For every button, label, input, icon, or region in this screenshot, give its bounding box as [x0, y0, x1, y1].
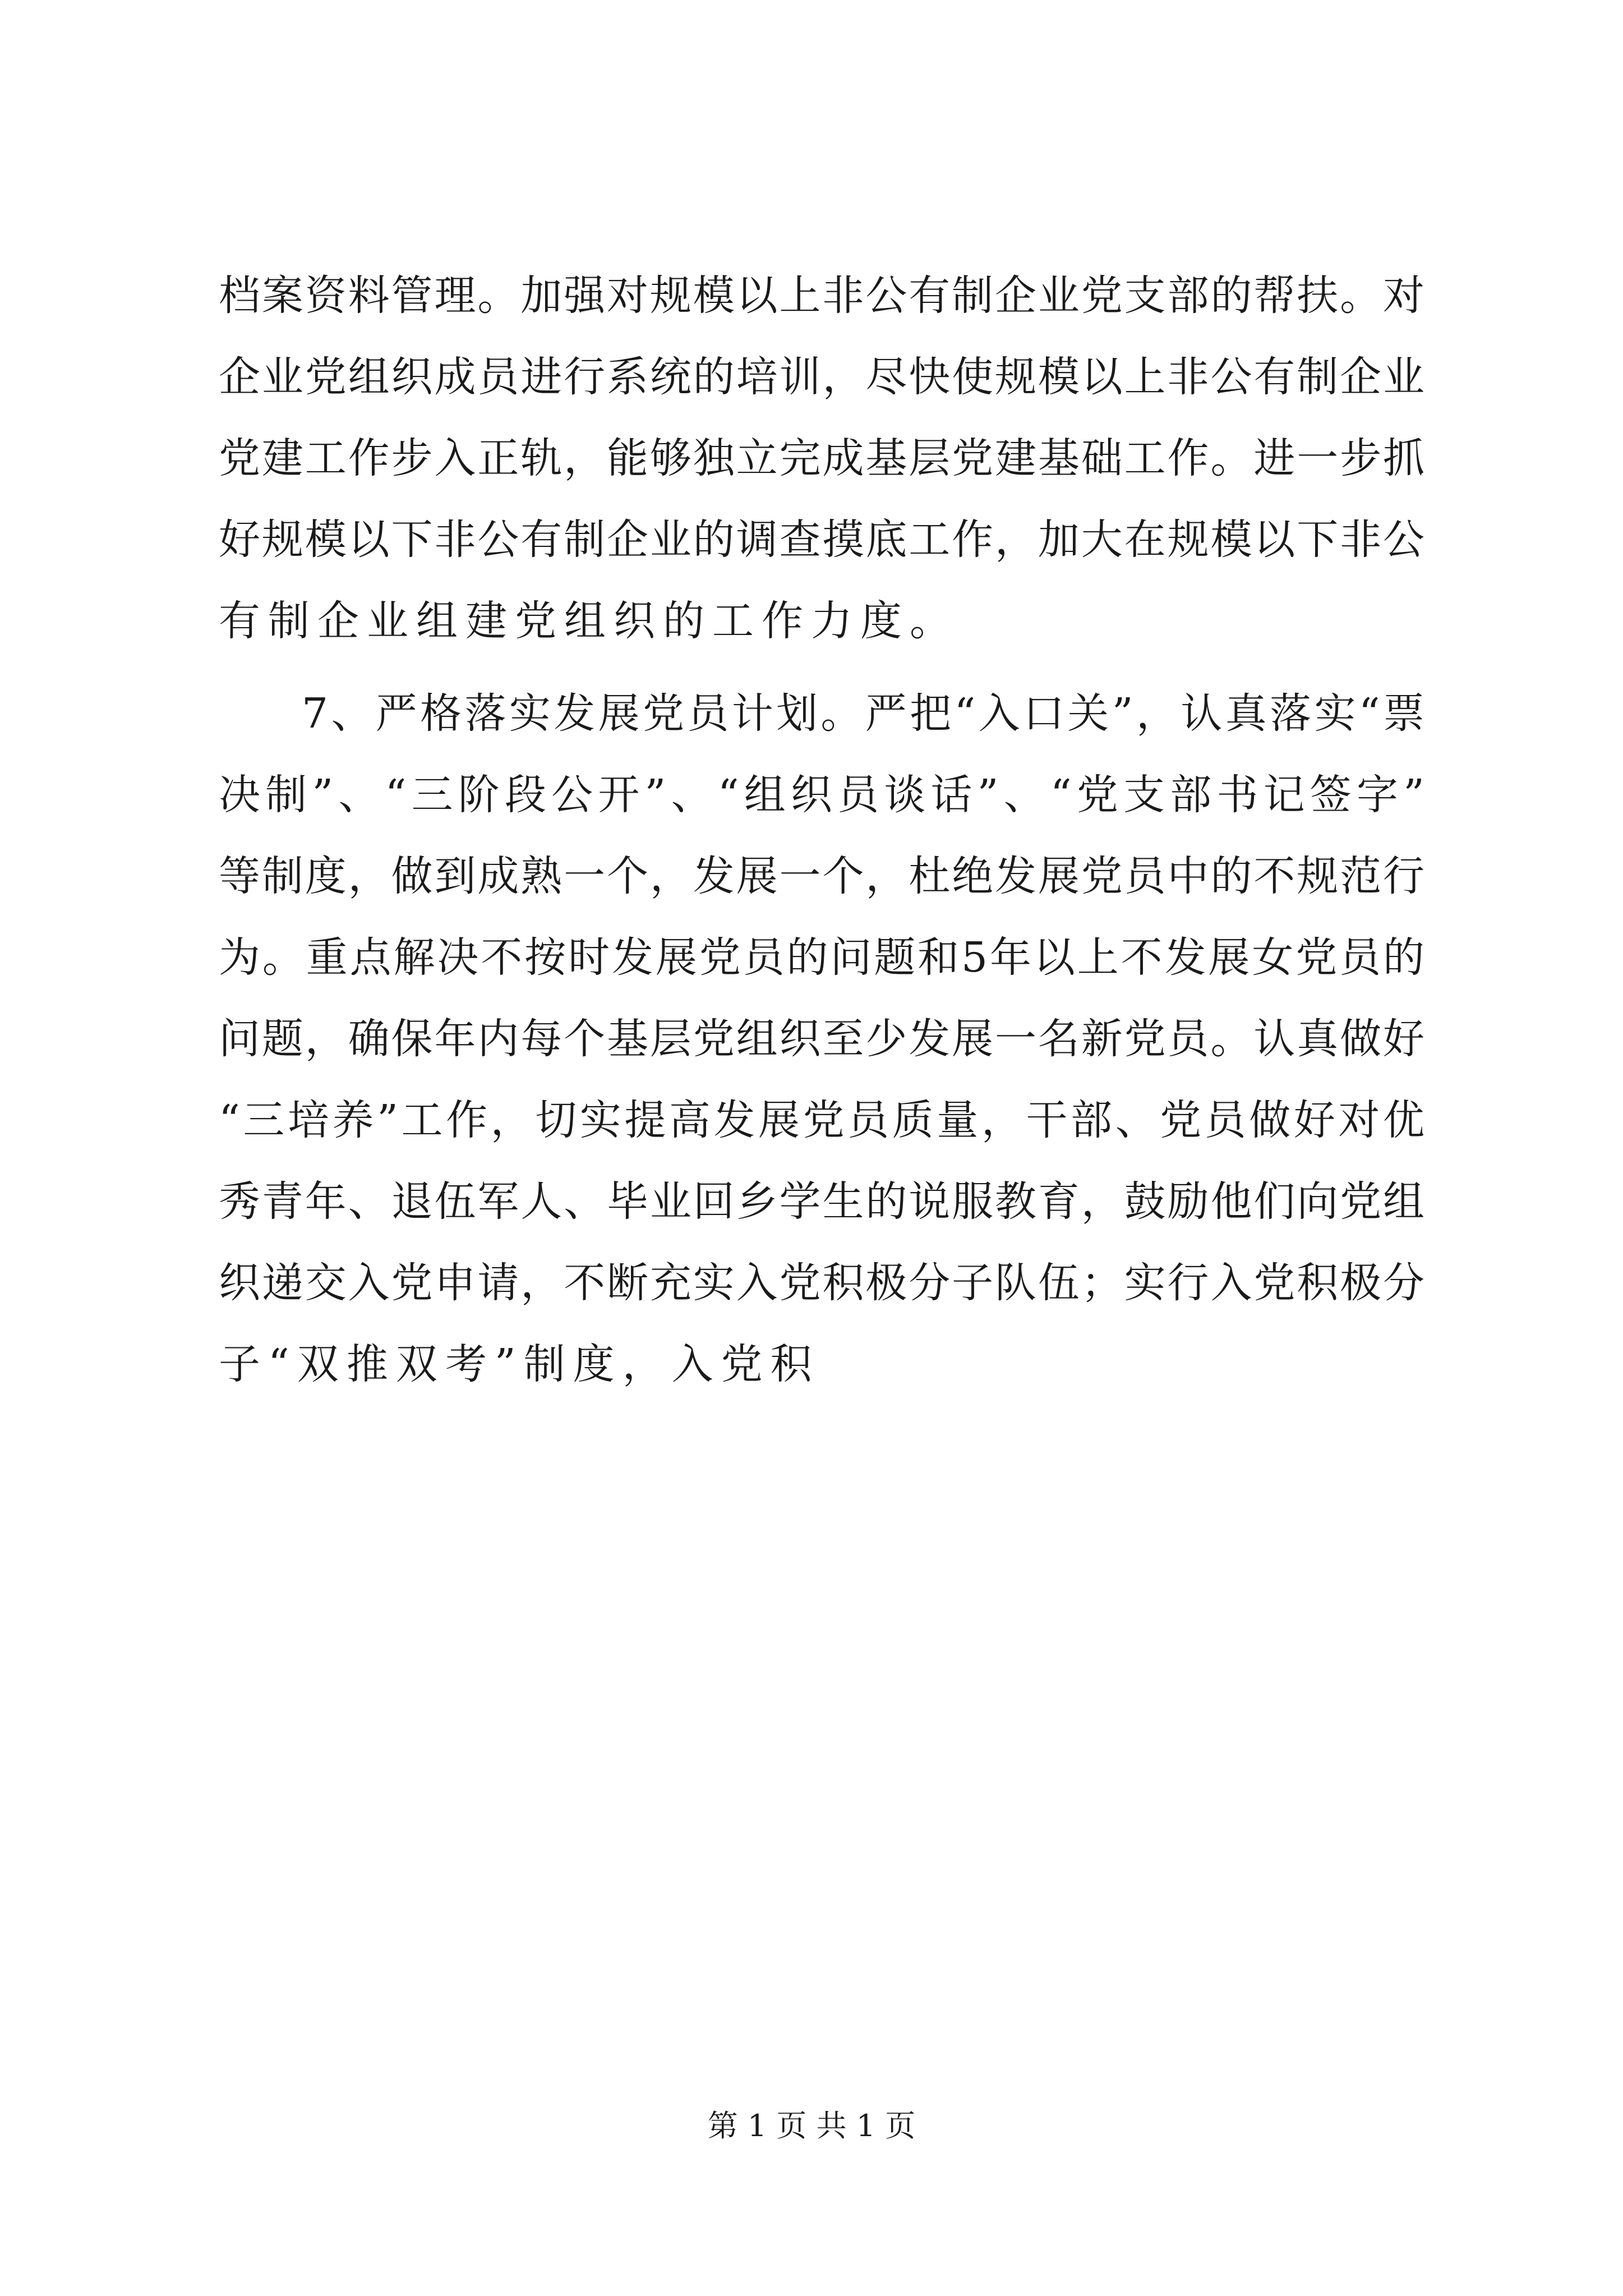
text-line: 秀青年、退伍军人、毕业回乡学生的说服教育，鼓励他们向党组 [219, 1177, 1424, 1226]
text-line: 党建工作步入正轨，能够独立完成基层党建基础工作。进一步抓 [219, 434, 1424, 482]
text-line: 有制企业组建党组织的工作力度。 [219, 597, 959, 645]
text-line: 等制度，做到成熟一个，发展一个，杜绝发展党员中的不规范行 [219, 852, 1424, 900]
page-footer: 第 1 页 共 1 页 [707, 2108, 916, 2143]
paragraph-gap [219, 662, 1424, 673]
text-line: 为。重点解决不按时发展党员的问题和5年以上不发展女党员的 [219, 933, 1424, 982]
text-line: 好规模以下非公有制企业的调查摸底工作，加大在规模以下非公 [219, 516, 1424, 564]
text-line: 档案资料管理。加强对规模以上非公有制企业党支部的帮扶。对 [219, 272, 1424, 320]
text-line: 问题，确保年内每个基层党组织至少发展一名新党员。认真做好 [219, 1015, 1424, 1063]
paragraph [219, 673, 1424, 1405]
text-line: 子“双推双考”制度，入党积 [219, 1340, 820, 1388]
text-line: 企业党组织成员进行系统的培训，尽快使规模以上非公有制企业 [219, 353, 1424, 401]
text-line: “三培养”工作，切实提高发展党员质量，干部、党员做好对优 [219, 1096, 1424, 1144]
document-body [219, 255, 1424, 1405]
paragraph [219, 255, 1424, 662]
text-line: 7、严格落实发展党员计划。严把“入口关”，认真落实“票 [302, 689, 1424, 738]
text-line: 决制”、“三阶段公开”、“组织员谈话”、“党支部书记签字” [219, 771, 1424, 819]
text-line: 织递交入党申请，不断充实入党积极分子队伍；实行入党积极分 [219, 1259, 1424, 1307]
